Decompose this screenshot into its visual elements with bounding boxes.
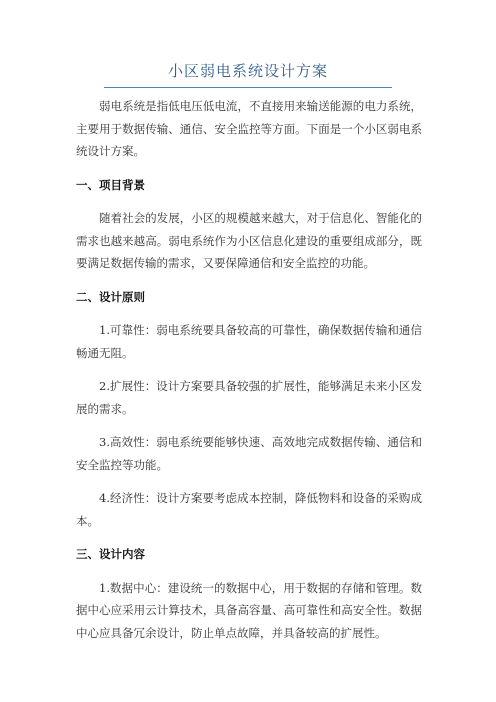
document-title: 小区弱电系统设计方案 bbox=[167, 62, 328, 80]
principle-scalability: 2.扩展性：设计方案要具备较强的扩展性，能够满足未来小区发展的需求。 bbox=[76, 379, 422, 416]
document-body bbox=[76, 95, 422, 655]
section-heading-principles: 二、设计原则 bbox=[76, 289, 145, 304]
title-container bbox=[100, 60, 396, 82]
title-underline bbox=[104, 87, 392, 88]
content-data-center: 1.数据中心：建设统一的数据中心，用于数据的存储和管理。数据中心应采用云计算技术，具备高容量、高可靠性和高安全性。数据中心应具备冗余设计，防止单点故障，并具备较高的扩展性。 bbox=[76, 580, 422, 640]
intro-paragraph: 弱电系统是指低电压低电流，不直接用来输送能源的电力系统，主要用于数据传输、通信、安全监控等方面。下面是一个小区弱电系统设计方案。 bbox=[76, 99, 422, 158]
background-paragraph: 随着社会的发展，小区的规模越来越大，对于信息化、智能化的需求也越来越高。弱电系统作为小区信息化建设的重要组成部分，既要满足数据传输的需求，又要保障通信和安全监控的功能。 bbox=[76, 211, 422, 270]
principle-economy: 4.经济性：设计方案要考虑成本控制，降低物料和设备的采购成本。 bbox=[76, 491, 422, 528]
principle-reliability: 1.可靠性：弱电系统要具备较高的可靠性，确保数据传输和通信畅通无阻。 bbox=[76, 323, 422, 360]
section-heading-content: 三、设计内容 bbox=[76, 547, 145, 561]
principle-efficiency: 3.高效性：弱电系统要能够快速、高效地完成数据传输、通信和安全监控等功能。 bbox=[76, 435, 422, 472]
section-heading-background: 一、项目背景 bbox=[76, 177, 145, 192]
